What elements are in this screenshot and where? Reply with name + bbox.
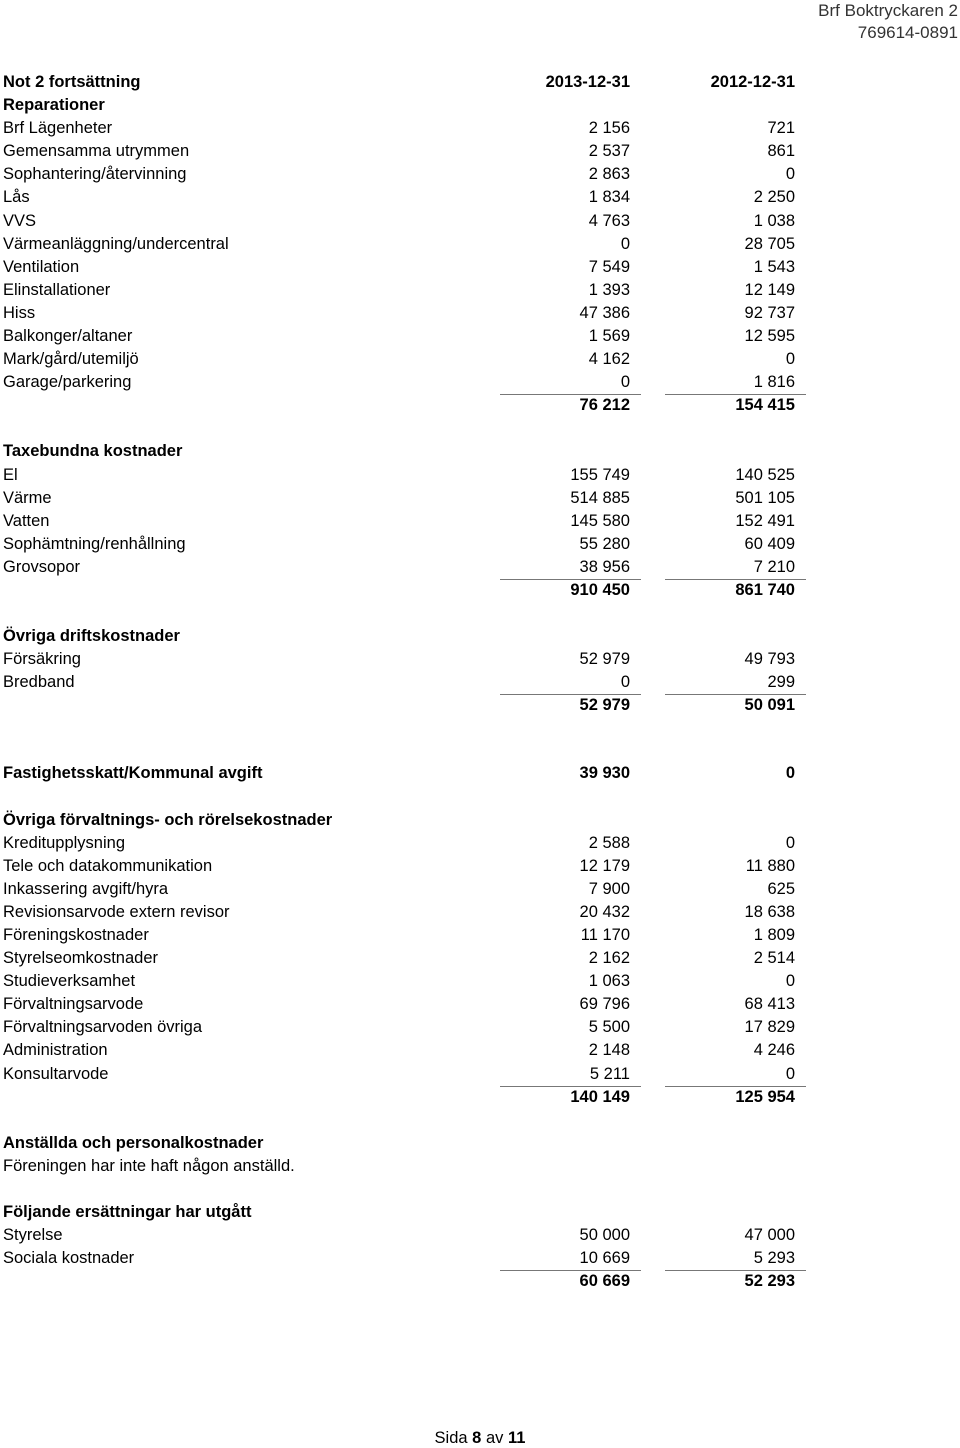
value-2013: 514 885	[570, 488, 630, 507]
value-2012: 12 595	[744, 327, 795, 346]
value-2013: 5 500	[588, 1018, 630, 1037]
row-label: Värme	[3, 488, 52, 507]
value-2013: 1 569	[588, 327, 630, 346]
section-title	[3, 625, 813, 648]
note-table	[3, 71, 813, 1293]
table-row	[3, 1224, 813, 1247]
value-2013: 4 162	[588, 350, 630, 369]
section-spacer	[3, 786, 813, 809]
row-label: Elinstallationer	[3, 280, 111, 299]
value-2013: 2 537	[588, 142, 630, 161]
value-2013: 52 979	[579, 650, 630, 669]
value-2012: 140 525	[735, 465, 795, 484]
row-label: Inkassering avgift/hyra	[3, 879, 169, 898]
value-2012: 0	[785, 764, 795, 783]
value-2013: 155 749	[570, 465, 630, 484]
value-2012: 52 293	[745, 1270, 795, 1293]
value-2013: 145 580	[570, 511, 630, 530]
value-2013: 12 179	[579, 856, 630, 875]
value-2012: 5 293	[753, 1249, 795, 1268]
row-label: Bredband	[3, 673, 75, 692]
row-label: Försäkring	[3, 650, 81, 669]
value-2012: 861	[767, 142, 795, 161]
table-row	[3, 325, 813, 348]
value-2013: 11 170	[580, 926, 630, 944]
table-row	[3, 901, 813, 924]
value-2013: 5 211	[589, 1064, 630, 1083]
value-2012: 0	[785, 1064, 795, 1083]
value-2012: 0	[785, 350, 795, 369]
table-row	[3, 163, 813, 186]
table-row	[3, 671, 813, 694]
value-2013: 39 930	[579, 764, 630, 783]
section-6	[3, 1178, 813, 1293]
table-row	[3, 186, 813, 209]
value-2013: 2 162	[588, 949, 630, 968]
value-2012: 721	[767, 119, 795, 138]
section-spacer	[3, 417, 813, 440]
value-2012: 0	[785, 972, 795, 991]
section-title	[3, 440, 813, 463]
value-2012: 92 737	[744, 303, 795, 322]
value-2012: 1 816	[753, 373, 795, 392]
table-row	[3, 1039, 813, 1062]
section-5	[3, 1109, 813, 1178]
value-2013: 140 149	[570, 1086, 630, 1109]
row-label: Styrelse	[3, 1226, 63, 1245]
table-row	[3, 117, 813, 140]
section-title	[3, 809, 813, 832]
value-2012: 1 543	[753, 257, 795, 276]
value-2013: 0	[620, 673, 630, 692]
table-row	[3, 855, 813, 878]
row-label: Ventilation	[3, 257, 80, 276]
value-2013: 60 669	[580, 1270, 630, 1293]
value-2012: 4 246	[753, 1041, 795, 1060]
column-header-2013: 2013-12-31	[545, 73, 630, 91]
row-label: Gemensamma utrymmen	[3, 142, 190, 161]
value-2013: 7 549	[588, 257, 630, 276]
row-label: Administration	[3, 1041, 108, 1060]
value-2012: 1 809	[753, 926, 795, 944]
table-row	[3, 533, 813, 556]
table-row	[3, 970, 813, 993]
note-title: Not 2 fortsättning	[3, 73, 141, 91]
row-label: Anställda och personalkostnader	[3, 1133, 264, 1152]
section-spacer	[3, 1109, 813, 1132]
value-2013: 2 588	[588, 833, 630, 852]
table-row	[3, 256, 813, 279]
value-2013: 2 148	[588, 1041, 630, 1060]
value-2012: 50 091	[745, 694, 795, 717]
value-2012: 501 105	[735, 488, 795, 507]
footer-page-total: 11	[507, 1429, 526, 1447]
footer-page-number: 8	[472, 1429, 482, 1447]
row-label: El	[3, 465, 18, 484]
section-4	[3, 786, 813, 1109]
value-2012: 2 514	[753, 949, 795, 968]
row-label: Reparationer	[3, 96, 105, 115]
org-number: 769614-0891	[857, 23, 958, 42]
row-label: Balkonger/altaner	[3, 327, 133, 346]
table-row	[3, 1247, 813, 1270]
value-2012: 7 210	[753, 557, 795, 576]
value-2013: 52 979	[580, 694, 630, 717]
row-label: Värmeanläggning/undercentral	[3, 234, 229, 253]
value-2013: 38 956	[579, 557, 630, 576]
table-row	[3, 279, 813, 302]
section-1	[3, 417, 813, 602]
table-row	[3, 140, 813, 163]
table-row	[3, 510, 813, 533]
section-title	[3, 1132, 813, 1155]
value-2013: 1 393	[588, 280, 630, 299]
table-row	[3, 1063, 813, 1086]
row-label: Mark/gård/utemiljö	[3, 350, 139, 369]
value-2012: 152 491	[735, 511, 795, 530]
value-2013: 76 212	[580, 394, 630, 417]
section-0	[3, 94, 813, 417]
table-row	[3, 487, 813, 510]
value-2013: 55 280	[579, 534, 630, 553]
page-header	[818, 0, 958, 44]
value-2013: 7 900	[588, 879, 630, 898]
value-2012: 125 954	[735, 1086, 795, 1109]
value-2013: 0	[620, 234, 630, 253]
table-row	[3, 878, 813, 901]
table-row	[3, 947, 813, 970]
table-row	[3, 648, 813, 671]
table-row	[3, 924, 813, 947]
section-total	[3, 579, 813, 602]
note-sections	[3, 94, 813, 1293]
value-2012: 2 250	[753, 188, 795, 207]
value-2013: 0	[620, 373, 630, 392]
footer-prefix: Sida	[434, 1429, 468, 1447]
value-2012: 47 000	[744, 1226, 795, 1245]
row-label: Sociala kostnader	[3, 1249, 135, 1268]
section-spacer	[3, 717, 813, 762]
value-2012: 0	[785, 165, 795, 184]
row-label: Fastighetsskatt/Kommunal avgift	[3, 764, 263, 783]
value-2012: 28 705	[744, 234, 795, 253]
value-2012: 11 880	[745, 856, 795, 875]
page-footer	[0, 1429, 960, 1448]
value-2012: 154 415	[735, 394, 795, 417]
row-label: Sophantering/återvinning	[3, 165, 187, 184]
row-label: Grovsopor	[3, 557, 81, 576]
table-row	[3, 993, 813, 1016]
row-label: Styrelseomkostnader	[3, 949, 158, 968]
value-2013: 2 156	[588, 119, 630, 138]
value-2013: 69 796	[579, 995, 630, 1014]
table-row	[3, 302, 813, 325]
section-3	[3, 717, 813, 785]
row-label: Vatten	[3, 511, 50, 530]
section-title	[3, 1201, 813, 1224]
row-label: Tele och datakommunikation	[3, 856, 213, 875]
value-2013: 1 063	[588, 972, 630, 991]
section-spacer	[3, 1178, 813, 1201]
table-row	[3, 464, 813, 487]
section-text	[3, 1155, 813, 1178]
row-label: Konsultarvode	[3, 1064, 109, 1083]
value-2012: 18 638	[744, 902, 795, 921]
value-2013: 50 000	[579, 1226, 630, 1245]
value-2012: 299	[767, 673, 795, 692]
row-label: Taxebundna kostnader	[3, 442, 183, 461]
value-2012: 0	[785, 833, 795, 852]
row-label: Studieverksamhet	[3, 972, 136, 991]
value-2012: 861 740	[735, 579, 795, 602]
table-row	[3, 1016, 813, 1039]
table-row	[3, 210, 813, 233]
value-2012: 1 038	[753, 211, 795, 230]
row-label: Övriga förvaltnings- och rörelsekostnader	[3, 810, 333, 829]
section-total	[3, 694, 813, 717]
section-title	[3, 94, 813, 117]
value-2013: 10 669	[579, 1249, 630, 1268]
section-title	[3, 762, 813, 785]
section-2	[3, 602, 813, 717]
value-2013: 910 450	[570, 579, 630, 602]
row-label: Följande ersättningar har utgått	[3, 1202, 252, 1221]
value-2012: 17 829	[744, 1018, 795, 1037]
table-row	[3, 348, 813, 371]
table-row	[3, 556, 813, 579]
company-name: Brf Boktryckaren 2	[818, 1, 958, 20]
row-label: Förvaltningsarvoden övriga	[3, 1018, 203, 1037]
value-2013: 2 863	[588, 165, 630, 184]
row-label: Kreditupplysning	[3, 833, 125, 852]
column-header-2012: 2012-12-31	[710, 73, 795, 91]
footer-middle: av	[485, 1429, 504, 1447]
row-label: Hiss	[3, 303, 36, 322]
row-label: Garage/parkering	[3, 373, 132, 392]
row-label: Föreningskostnader	[3, 926, 149, 944]
note-header-row	[3, 71, 813, 94]
value-2012: 68 413	[744, 995, 795, 1014]
value-2012: 60 409	[744, 534, 795, 553]
section-total	[3, 1086, 813, 1109]
row-label: Brf Lägenheter	[3, 119, 113, 138]
section-total	[3, 394, 813, 417]
value-2013: 47 386	[579, 303, 630, 322]
value-2012: 625	[767, 879, 795, 898]
row-label: Föreningen har inte haft någon anställd.	[3, 1156, 295, 1175]
value-2013: 1 834	[588, 188, 630, 207]
table-row	[3, 832, 813, 855]
table-row	[3, 371, 813, 394]
table-row	[3, 233, 813, 256]
value-2012: 12 149	[744, 280, 795, 299]
row-label: Sophämtning/renhållning	[3, 534, 186, 553]
row-label: Övriga driftskostnader	[3, 627, 180, 646]
value-2013: 4 763	[588, 211, 630, 230]
row-label: Revisionsarvode extern revisor	[3, 902, 230, 921]
row-label: VVS	[3, 211, 37, 230]
section-spacer	[3, 602, 813, 625]
value-2012: 49 793	[744, 650, 795, 669]
row-label: Lås	[3, 188, 30, 207]
section-total	[3, 1270, 813, 1293]
row-label: Förvaltningsarvode	[3, 995, 144, 1014]
value-2013: 20 432	[579, 902, 630, 921]
